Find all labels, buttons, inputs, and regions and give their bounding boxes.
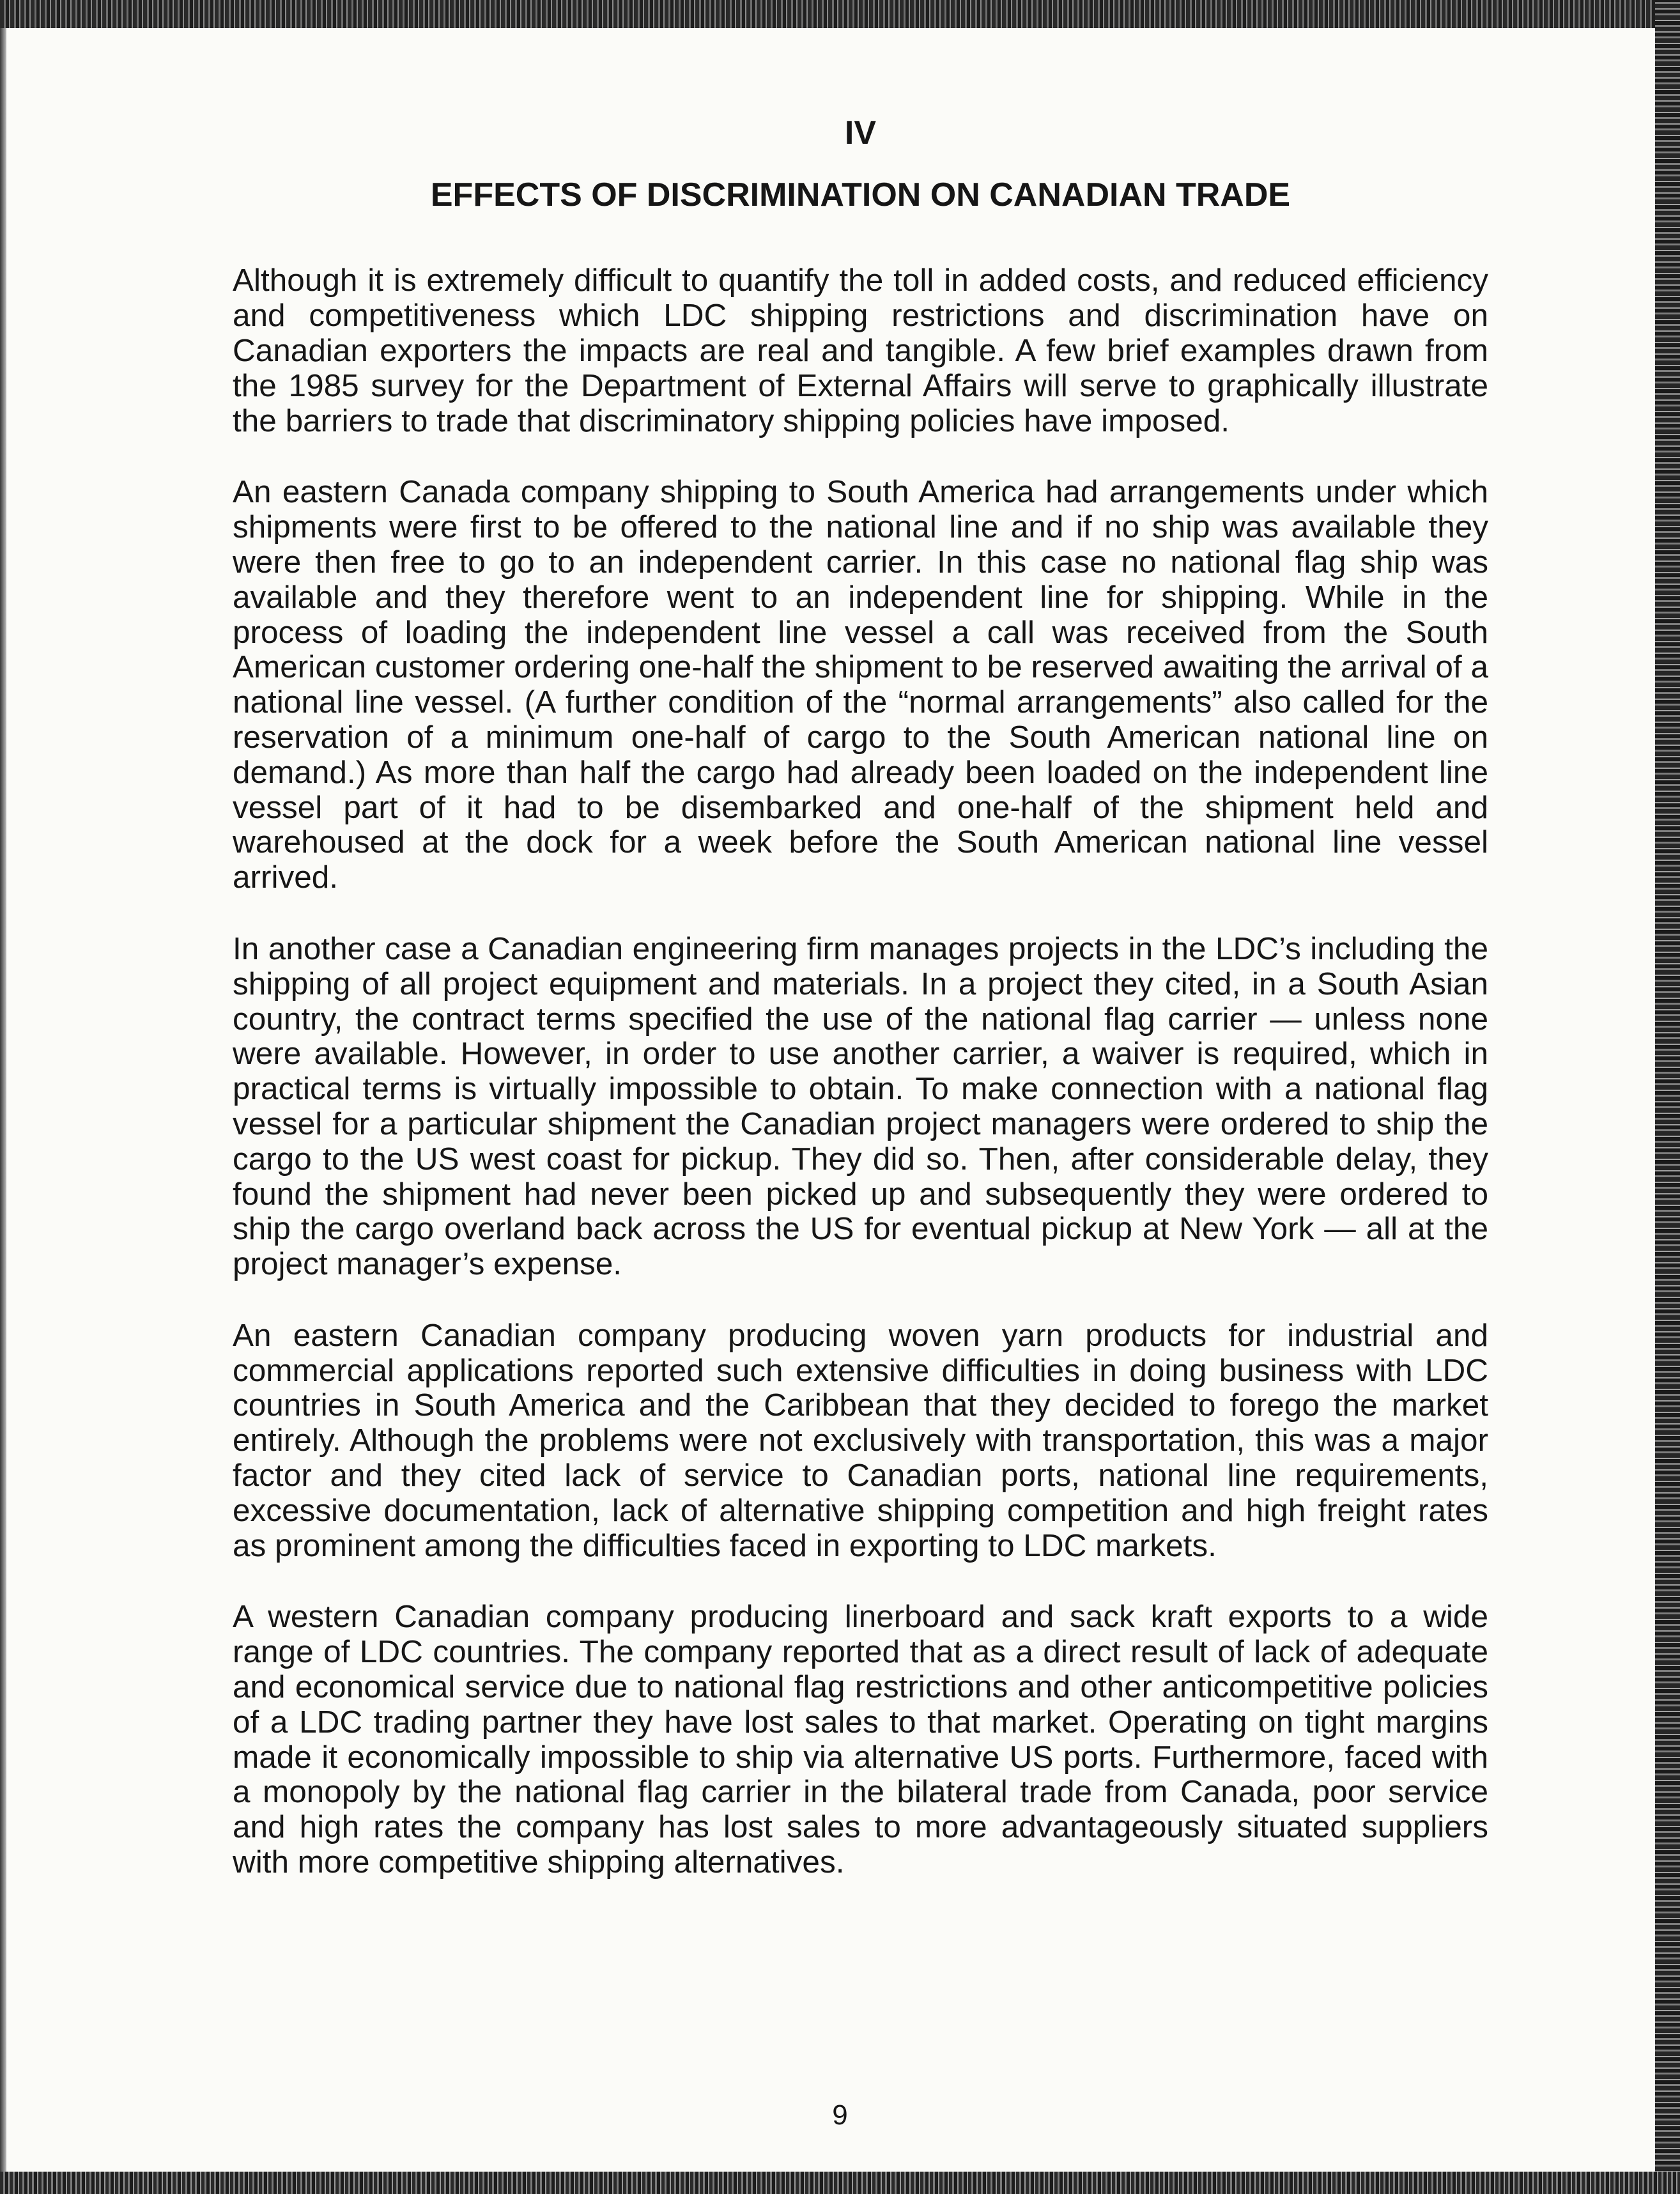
paragraph-intro: Although it is extremely difficult to quantify the toll in added costs, and reduced efficiency and competitiveness which LDC shipping restrictions and discrimination have on Canadian exporters the impacts are real and tangible. A few brief examples drawn from the 1985 survey for the Department of External Affairs will serve to graphically illustrate the barriers to trade that discriminatory shipping policies have imposed. bbox=[233, 263, 1488, 438]
chapter-number: IV bbox=[844, 114, 877, 151]
paragraph-woven-yarn-company: An eastern Canadian company producing woven yarn products for industrial and commercial applications reported such extensive difficulties in doing business with LDC countries in South America and the Caribbean that they decided to forego the market entirely. Although the problems were not exclusively with transportation, this was a major factor and they cited lack of service to Canadian ports, national line requirements, excessive documentation, lack of alternative shipping competition and high freight rates as prominent among the difficulties faced in exporting to LDC markets. bbox=[233, 1317, 1488, 1563]
paragraph-engineering-firm: In another case a Canadian engineering firm manages projects in the LDC’s including the shipping of all project equipment and materials. In a project they cited, in a South Asian country, the contract terms specified the use of the national flag carrier — unless none were available. However, in order to use another carrier, a waiver is required, which in practical terms is virtually impossible to obtain. To make connection with a national flag vessel for a particular shipment the Canadian project managers were ordered to ship the cargo to the US west coast for pickup. They did so. Then, after considerable delay, they found the shipment had never been picked up and subsequently they were ordered to ship the cargo overland back across the US for eventual pickup at New York — all at the project manager’s expense. bbox=[233, 931, 1488, 1282]
scan-border-left bbox=[0, 28, 6, 2172]
scan-border-top bbox=[0, 0, 1680, 28]
document-page bbox=[233, 115, 1488, 1917]
paragraph-eastern-canada-company: An eastern Canada company shipping to South America had arrangements under which shipments were first to be offered to the national line and if no ship was available they were then free to go to an independent carrier. In this case no national flag ship was available and they therefore went to an independent line for shipping. While in the process of loading the independent line vessel a call was received from the South American customer ordering one-half the shipment to be reserved awaiting the arrival of a national line vessel. (A further condition of the “normal arrangements” also called for the reservation of a minimum one-half of cargo to the South American national line on demand.) As more than half the cargo had already been loaded on the independent line vessel part of it had to be disembarked and one-half of the shipment held and warehoused at the dock for a week before the South American national line vessel arrived. bbox=[233, 474, 1488, 895]
paragraph-linerboard-company: A western Canadian company producing linerboard and sack kraft exports to a wide range of LDC countries. The company reported that as a direct result of lack of adequate and economical service due to national flag restrictions and other anticompetitive policies of a LDC trading partner they have lost sales to that market. Operating on tight margins made it economically impossible to ship via alternative US ports. Furthermore, faced with a monopoly by the national flag carrier in the bilateral trade from Canada, poor service and high rates the company has lost sales to more advantageously situated suppliers with more competitive shipping alternatives. bbox=[233, 1599, 1488, 1880]
page-number: 9 bbox=[832, 2099, 848, 2131]
chapter-title: EFFECTS OF DISCRIMINATION ON CANADIAN TRADE bbox=[430, 176, 1291, 214]
scan-border-bottom bbox=[0, 2172, 1680, 2194]
scan-border-right bbox=[1655, 0, 1680, 2194]
